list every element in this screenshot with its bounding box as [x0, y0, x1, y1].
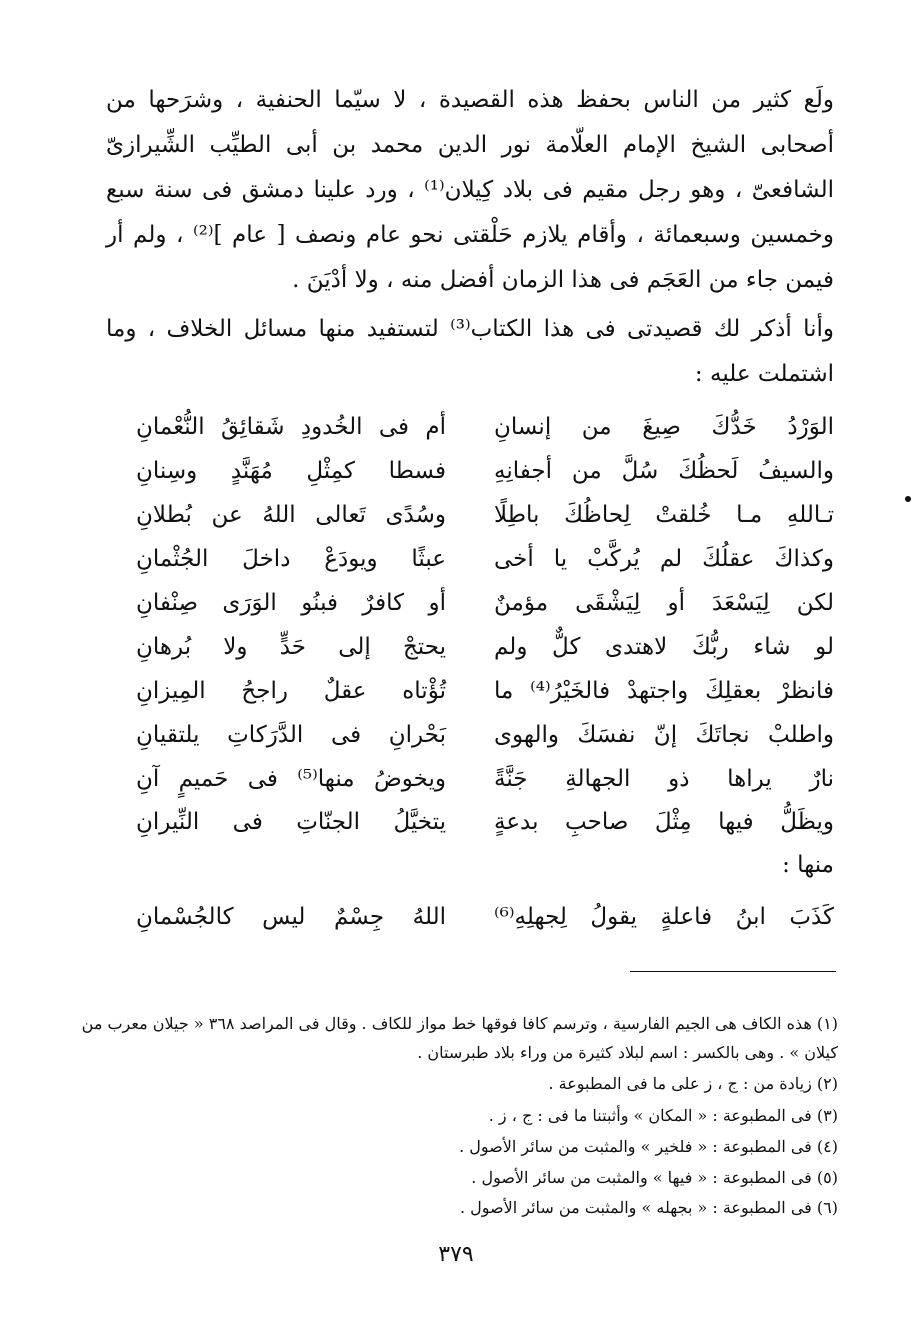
footnote-4: (٤) فى المطبوعة : « فلخير » والمثبت من سائر الأصول . — [459, 1137, 838, 1156]
footnote-5: (٥) فى المطبوعة : « فيها » والمثبت من سائر الأصول . — [471, 1168, 838, 1187]
verse-line — [106, 672, 834, 710]
verse-first-hemistich: والسيفُ لَحظُكَ سُلَّ من أجفانِهِ — [494, 458, 834, 484]
verse-first-hemistich: الوَرْدُ خَدُّكَ صِيغَ من إنسانِ — [494, 414, 834, 440]
verse-second-hemistich: اللهُ جِسْمٌ ليس كالجُسْمانِ — [136, 904, 446, 930]
verse-second-hemistich: أم فى الخُدودِ شَقائِقُ النُّعْمانِ — [136, 414, 446, 440]
footnote-separator — [630, 971, 836, 972]
verse-first-hemistich: فانظرْ بعقلِكَ واجتهدْ فالخَيْرُ⁽⁴⁾ ما — [494, 678, 834, 704]
verse-first-hemistich: ويظَلُّ فيها مِثْلَ صاحبِ بدعةٍ — [494, 809, 834, 835]
verse-second-hemistich: يتخيَّلُ الجنّاتِ فى النِّيرانِ — [136, 809, 446, 835]
verse-first-hemistich: وكذاكَ عقلُكَ لم يُركَّبْ يا أخى — [494, 546, 834, 572]
footnote-1: (١) هذه الكاف هى الجيم الفارسية ، وترسم كافا فوقها خط مواز للكاف . وقال فى المراصد ٣٦٨ « جيلان معرب من كيلان » . وهى بالكسر : اسم لبلاد كثيرة من وراء بلاد طبرستان . — [81, 1014, 838, 1062]
footnote-2: (٢) زيادة من : ج ، ز على ما فى المطبوعة . — [548, 1074, 838, 1093]
verse-second-hemistich: بَحْرانِ فى الدَّرَكاتِ يلتقيانِ — [136, 722, 446, 748]
verse-line — [106, 716, 834, 754]
verse-line — [106, 760, 834, 798]
verse-first-hemistich: كَذَبَ ابنُ فاعلةٍ يقولُ لِجهلِهِ⁽⁶⁾ — [494, 904, 834, 930]
verse-first-hemistich: واطلبْ نجاتَكَ إنّ نفسَكَ والهوى — [494, 722, 834, 748]
verse-first-hemistich: لو شاء ربُّكَ لاهتدى كلٌّ ولم — [494, 634, 834, 660]
verse-first-hemistich: لكن لِيَسْعَدَ أو لِيَشْقَى مؤمنٌ — [494, 590, 834, 616]
verse-second-hemistich: ويخوضُ منها⁽⁵⁾ فى حَميمٍ آنِ — [136, 766, 447, 792]
verse-first-hemistich: تـاللهِ مـا خُلقتْ لِحاظُكَ باطِلًا — [494, 502, 834, 528]
verse-line-final — [106, 898, 834, 936]
verse-line — [106, 540, 834, 578]
margin-mark — [905, 496, 911, 502]
verse-line — [106, 452, 834, 490]
verse-line — [106, 408, 834, 446]
verse-line — [106, 803, 834, 841]
paragraph-intro: ولَع كثير من الناس بحفظ هذه القصيدة ، لا سيّما الحنفية ، وشرَحها من أصحابى الشيخ الإمام العلّامة نور الدين محمد بن أبى الطيِّب الشِّيرازىّ الشافعىّ ، وهو رجل مقيم فى بلاد كِيلان⁽¹⁾ ، ورد علينا دمشق فى سنة سبع وخمسين وسبعمائة ، وأقام يلازم حَلْقتى نحو عام ونصف [ عام ]⁽²⁾ ، ولم أر فيمن جاء من العَجَم فى هذا الزمان أفضل منه ، ولا أدْيَنَ . — [106, 87, 834, 293]
verse-second-hemistich: فسطا كمِثْلِ مُهَنَّدٍ وسِنانِ — [136, 458, 446, 484]
paragraph-poem-intro: وأنا أذكر لك قصيدتى فى هذا الكتاب⁽³⁾ لتستفيد منها مسائل الخلاف ، وما اشتملت عليه : — [106, 316, 834, 387]
verse-first-hemistich: نارٌ يراها ذو الجهالةِ جَنَّةً — [494, 766, 834, 792]
verse-second-hemistich: أو كافرٌ فبنُو الوَرَى صِنْفانِ — [136, 590, 446, 616]
verse-line — [106, 628, 834, 666]
page-number: ٣٧٩ — [438, 1242, 474, 1267]
verse-line — [106, 584, 834, 622]
verse-second-hemistich: يحتجْ إلى حَدٍّ ولا بُرهانِ — [136, 634, 446, 660]
verse-second-hemistich: تُؤْتاه عقلٌ راجحُ المِيزانِ — [136, 678, 446, 704]
footnote-3: (٣) فى المطبوعة : « المكان » وأثبتنا ما فى : ج ، ز . — [488, 1106, 838, 1125]
footnote-6: (٦) فى المطبوعة : « بجهله » والمثبت من سائر الأصول . — [459, 1198, 838, 1217]
verse-second-hemistich: عبثًا ويودَعْ داخلَ الجُثْمانِ — [136, 546, 446, 572]
section-label-minha: منها : — [782, 852, 834, 878]
verse-line — [106, 496, 834, 534]
verse-second-hemistich: وسُدًى تَعالى اللهُ عن بُطلانِ — [136, 502, 446, 528]
